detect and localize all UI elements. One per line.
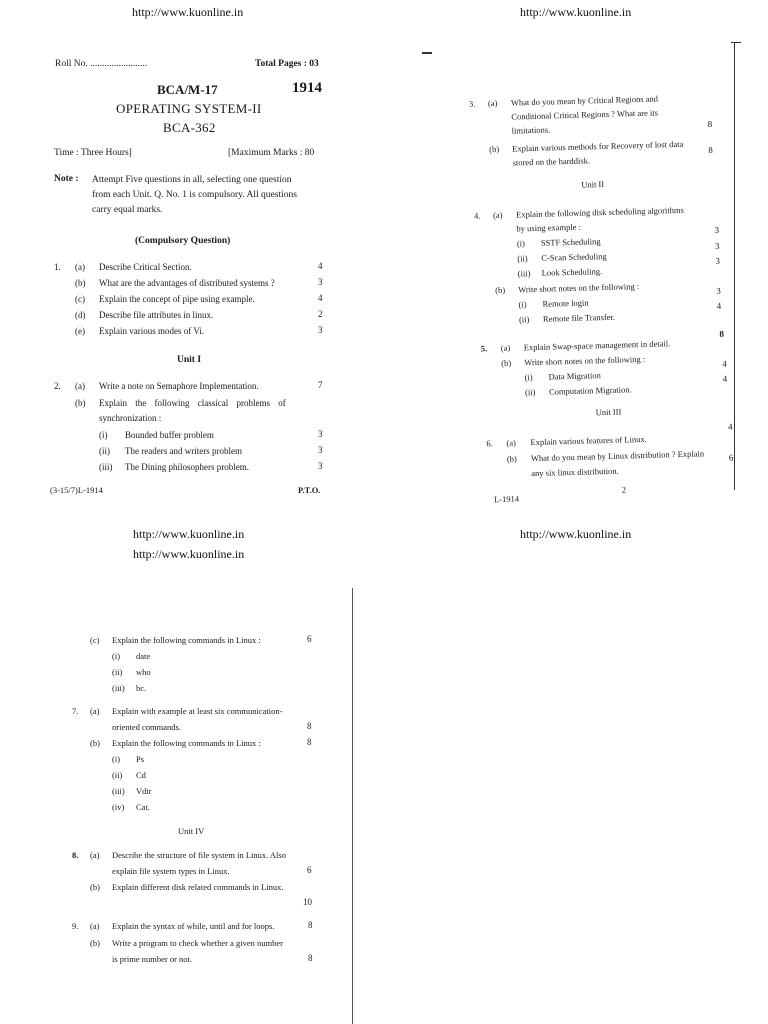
url-mid-left-1[interactable]: http://www.kuonline.in [133, 527, 245, 541]
q4a-item-text: SSTF Scheduling [540, 236, 601, 248]
q2b-item-text: The Dining philosophers problem. [125, 462, 249, 472]
q1-marks: 4 [318, 293, 323, 303]
q7b-item-text: Vdir [136, 786, 152, 796]
exam-code: BCA/M-17 [157, 82, 218, 97]
q2b-item-marks: 3 [318, 445, 323, 455]
q2b-item-num: (ii) [99, 446, 110, 456]
url-mid-left-2[interactable]: http://www.kuonline.in [133, 547, 245, 561]
q8a-line-1: Describe the structure of file system in Linux. Also [112, 850, 286, 860]
q6c-item-text: date [136, 651, 151, 661]
q2a-text: Write a note on Semaphore Implementation. [99, 381, 259, 391]
q5b-item-num: (ii) [524, 387, 536, 398]
q5b-item-marks: 4 [722, 358, 727, 369]
unit-4-heading: Unit IV [178, 826, 205, 836]
q2b-item-text: Bounded buffer problem [125, 430, 214, 440]
q7a-sub: (a) [90, 706, 100, 716]
q4b-item-text: Remote file Transfer. [542, 311, 616, 324]
q9-number: 9. [72, 921, 79, 931]
page-1-footer-code: (3-15/7)L-1914 [50, 485, 103, 495]
q3a-marks: 8 [707, 118, 713, 130]
q7b-item-num: (iv) [112, 802, 125, 812]
q4a-item-text: C-Scan Scheduling [541, 250, 607, 263]
q4b-item-marks: 3 [716, 285, 721, 296]
q9a-marks: 8 [308, 920, 313, 930]
q1-sub: (b) [75, 278, 86, 288]
q4b-sub: (b) [495, 284, 506, 296]
q6b-sub: (b) [506, 453, 517, 464]
q7b-item-text: Ps [136, 754, 145, 764]
q1-sub: (e) [75, 326, 85, 336]
q1-marks: 3 [318, 325, 323, 335]
q2b-sub: (b) [75, 398, 86, 408]
q3-number: 3. [468, 98, 476, 109]
unit-1-heading: Unit I [177, 355, 202, 365]
q8b-text: Explain different disk related commands in Linux. [112, 882, 284, 892]
url-top-left[interactable]: http://www.kuonline.in [132, 5, 244, 19]
q1-marks: 4 [318, 261, 323, 271]
q7b-item-num: (ii) [112, 770, 123, 780]
scan-edge-line [734, 42, 735, 490]
q2b-item-num: (i) [99, 430, 108, 440]
compulsory-heading: (Compulsory Question) [135, 236, 231, 246]
q1-text: Describe file attributes in linux. [99, 310, 214, 320]
note-text [92, 173, 297, 218]
q6c-text: Explain the following commands in Linux : [112, 635, 261, 645]
roll-no: Roll No. ........................ [55, 59, 148, 69]
unit-3-heading: Unit III [595, 406, 622, 418]
q7b-item-text: Cat. [136, 802, 150, 812]
q6a-marks: 4 [727, 421, 733, 432]
q9b-sub: (b) [90, 938, 100, 948]
q4a-item-text: Look Scheduling. [541, 266, 603, 278]
q2-number: 2. [54, 381, 61, 391]
q5b-sub: (b) [501, 357, 512, 368]
note-line-2: from each Unit. Q. No. 1 is compulsory. All questions [92, 190, 297, 200]
q7b-sub: (b) [90, 738, 100, 748]
q9a-sub: (a) [90, 921, 100, 931]
q2b-line-1: Explain the following classical problems of [99, 398, 286, 408]
q1-number: 1. [54, 262, 61, 272]
q3b-line-1: Explain various methods for Recovery of lost data [512, 138, 684, 154]
q1-text: Describe Critical Section. [99, 262, 192, 272]
q9b-marks: 8 [308, 953, 313, 963]
q1-marks: 3 [318, 277, 323, 287]
q4a-item-num: (ii) [517, 253, 528, 264]
q4b-item-text: Remote login [542, 297, 589, 309]
q3a-line-3: limitations. [511, 124, 551, 136]
q3a-line-1: What do you mean by Critical Regions and [510, 93, 659, 108]
page-2-number: 2 [621, 484, 627, 495]
scan-smudge [422, 52, 432, 54]
q7a-line-1: Explain with example at least six communication- [112, 706, 283, 716]
q4b-item-marks: 4 [716, 300, 722, 311]
q2b-line-2: synchronization : [99, 413, 162, 423]
q7b-marks: 8 [307, 737, 312, 747]
note-line-3: carry equal marks. [92, 205, 163, 215]
q6b-marks: 6 [728, 452, 734, 463]
page-1-pto: P.T.O. [298, 485, 321, 495]
q1-text: Explain the concept of pipe using example. [99, 294, 255, 304]
q3a-line-2: Conditional Critical Regions ? What are its [511, 107, 659, 122]
q1-sub: (c) [75, 294, 85, 304]
q4a-item-num: (i) [516, 238, 526, 249]
q4a-item-num: (iii) [517, 268, 531, 279]
q5b-line-1: Write short notes on the following : [524, 353, 646, 368]
subject-title: OPERATING SYSTEM-II [116, 101, 262, 116]
q6b-line-1: What do you mean by Linux distribution ? Explain [530, 448, 705, 464]
note-line-1: Attempt Five questions in all, selecting one question [92, 175, 292, 185]
q6c-item-text: who [136, 667, 151, 677]
q8b-sub: (b) [90, 882, 100, 892]
course-code: BCA-362 [163, 120, 216, 135]
q6b-line-2: any six linux distribution. [531, 465, 619, 479]
q1-sub: (a) [75, 262, 85, 272]
q4a-line-1: Explain the following disk scheduling algorithms [515, 204, 684, 220]
q4b-item-num: (i) [518, 299, 527, 310]
q3b-marks: 8 [708, 144, 713, 156]
q2b-item-text: The readers and writers problem [125, 446, 242, 456]
q6-number: 6. [486, 438, 493, 449]
q3b-line-2: stored on the harddisk. [512, 155, 591, 168]
page-2 [460, 62, 734, 505]
q1-text: What are the advantages of distributed systems ? [99, 278, 275, 288]
q7-number: 7. [72, 706, 79, 716]
q4a-sub: (a) [492, 209, 503, 221]
url-mid-right[interactable]: http://www.kuonline.in [520, 527, 632, 541]
q6c-item-num: (iii) [112, 683, 125, 693]
q2a-sub: (a) [75, 381, 85, 391]
q8a-marks: 6 [307, 865, 312, 875]
q4a-line-2: by using example : [516, 221, 582, 234]
q8a-sub: (a) [90, 850, 100, 860]
q4b-item-num: (ii) [518, 314, 530, 325]
q6a-sub: (a) [506, 437, 517, 448]
q2b-item-num: (iii) [99, 462, 113, 472]
time-info: Time : Three Hours] [54, 148, 132, 158]
q7a-line-2: oriented commands. [112, 722, 181, 732]
q2b-item-marks: 3 [318, 429, 323, 439]
q7b-item-num: (i) [112, 754, 121, 764]
q4b-line-1: Write short notes on the following : [518, 281, 640, 295]
q2b-item-marks: 3 [318, 461, 323, 471]
q5b-item-num: (i) [524, 372, 533, 383]
note-label: Note : [54, 174, 79, 184]
q4a-item-marks: 3 [714, 240, 720, 251]
scan-edge-tick [731, 42, 741, 43]
q8a-line-2: explain file system types in Linux. [112, 866, 230, 876]
q9b-line-1: Write a program to check whether a given number [112, 938, 284, 948]
paper-number: 1914 [292, 80, 322, 96]
q8-number: 8. [72, 850, 79, 860]
q7b-item-num: (iii) [112, 786, 125, 796]
q7a-marks: 8 [307, 721, 312, 731]
q4-number: 4. [473, 210, 481, 221]
q9a-text: Explain the syntax of while, until and for loops. [112, 921, 275, 931]
q6c-sub: (c) [90, 635, 100, 645]
q5b-item-marks: 4 [722, 373, 728, 384]
q7b-text: Explain the following commands in Linux : [112, 738, 261, 748]
q2a-marks: 7 [318, 380, 323, 390]
q5a-marks: 8 [719, 328, 725, 339]
q3a-sub: (a) [487, 97, 498, 109]
total-pages: Total Pages : 03 [255, 59, 319, 69]
page-2-footer-code: L-1914 [493, 493, 520, 505]
q6c-marks: 6 [307, 634, 312, 644]
q4a-item-marks: 3 [715, 255, 721, 266]
q1-marks: 2 [318, 309, 323, 319]
q5a-sub: (a) [500, 342, 511, 353]
q9b-line-2: is prime number or not. [112, 954, 193, 964]
q1-text: Explain various modes of Vi. [99, 326, 205, 336]
unit-2-heading: Unit II [581, 179, 605, 190]
q5b-item-text: Computation Migration. [548, 384, 632, 397]
q6a-text: Explain various features of Linux. [530, 433, 647, 448]
q7b-item-text: Cd [136, 770, 146, 780]
q6c-item-num: (ii) [112, 667, 123, 677]
q5a-text: Explain Swap-space management in detail. [523, 338, 671, 353]
q4a-item-marks: 3 [714, 224, 720, 235]
q3b-sub: (b) [489, 143, 500, 155]
max-marks: [Maximum Marks : 80 [228, 148, 315, 158]
scan-edge-line-lower [352, 588, 353, 1024]
q5-number: 5. [480, 343, 488, 354]
url-top-right[interactable]: http://www.kuonline.in [520, 5, 632, 19]
q1-sub: (d) [75, 310, 86, 320]
q6c-item-text: bc. [136, 683, 147, 693]
q5b-item-text: Data Migration [548, 370, 601, 382]
q8b-marks: 10 [303, 897, 312, 907]
q6c-item-num: (i) [112, 651, 121, 661]
